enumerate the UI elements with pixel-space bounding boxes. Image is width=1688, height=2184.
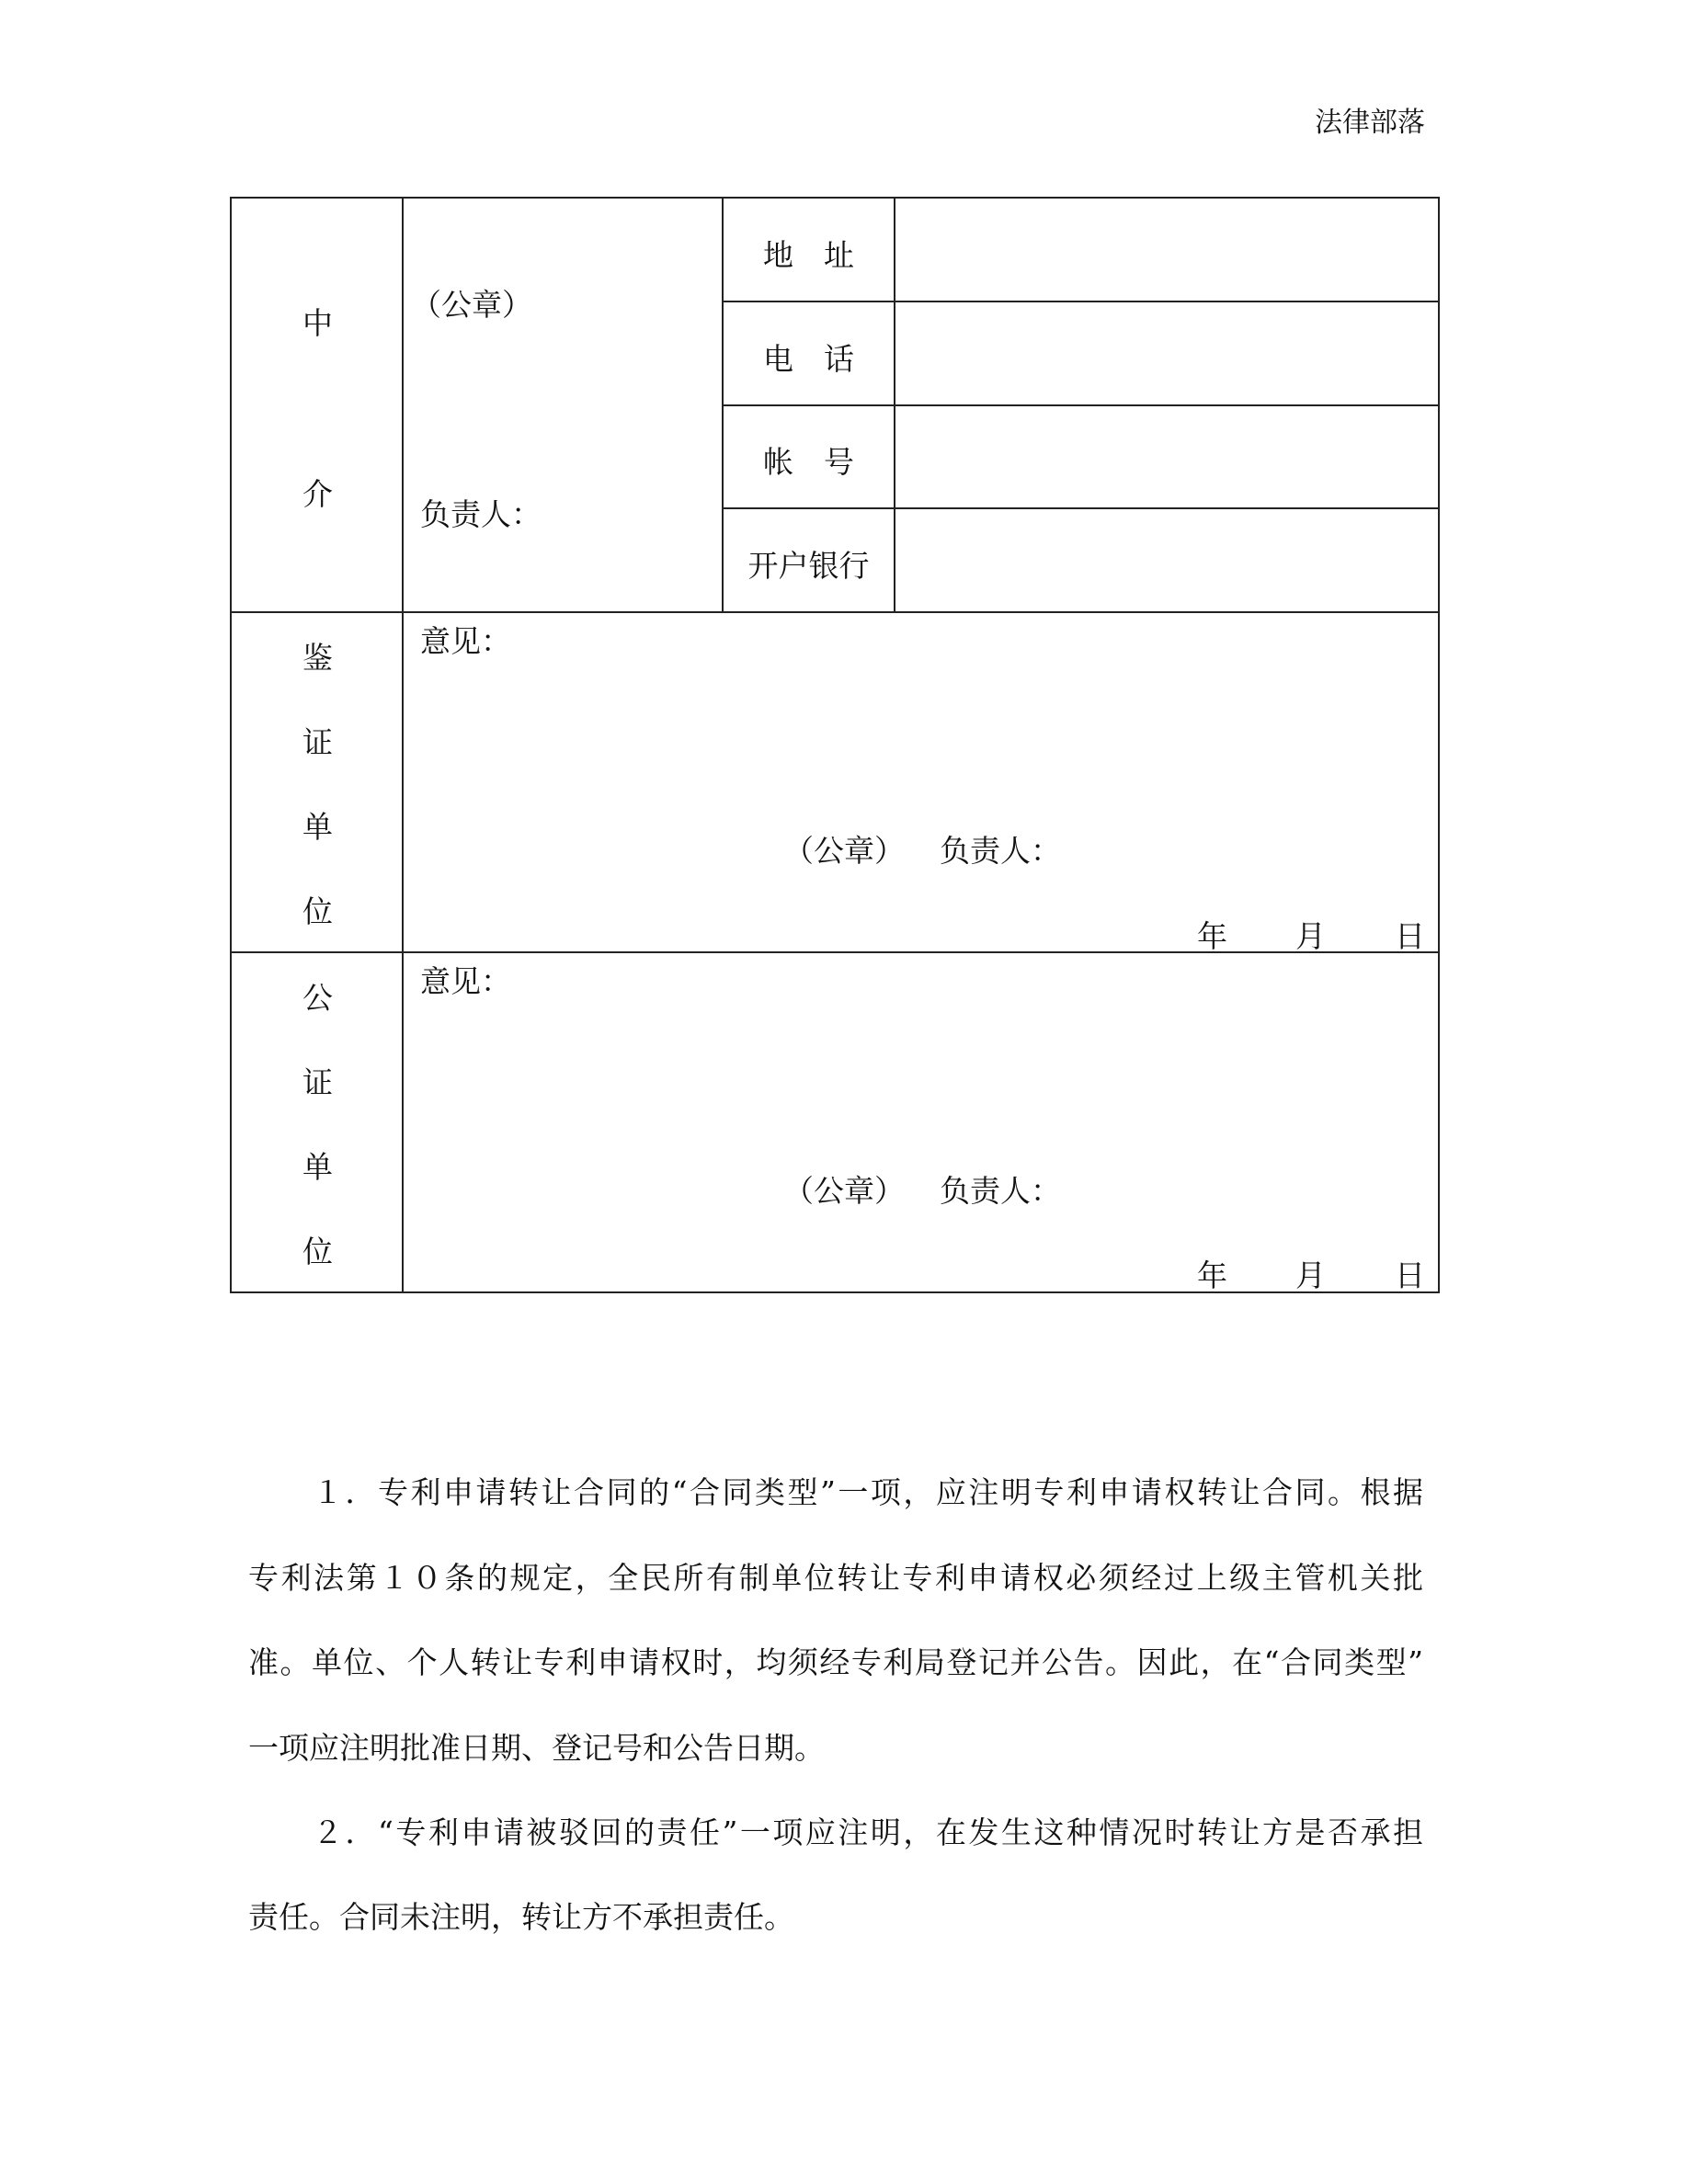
header-brand: 法律部落	[1315, 107, 1425, 139]
divider	[232, 951, 1438, 953]
bank-field[interactable]	[895, 509, 1440, 611]
notarization-month: 月	[1295, 1257, 1326, 1293]
verification-label-char: 鉴	[302, 640, 333, 676]
notarization-person-in-charge: 负责人：	[940, 1173, 1061, 1209]
verification-label-char: 单	[302, 809, 333, 845]
verification-seal: （公章）	[783, 833, 905, 869]
field-label-phone: 电 话	[763, 341, 854, 377]
verification-person-in-charge: 负责人：	[940, 833, 1061, 869]
verification-month: 月	[1295, 918, 1326, 954]
phone-field[interactable]	[895, 302, 1440, 404]
verification-label-char: 位	[302, 893, 333, 929]
notarization-year: 年	[1197, 1257, 1227, 1293]
note-line: 准。单位、个人转让专利申请权时，均须经专利局登记并公告。因此，在“合同类型”	[248, 1644, 1423, 1680]
intermediary-seal: （公章）	[411, 287, 532, 323]
field-label-account: 帐 号	[763, 444, 854, 480]
notarization-day: 日	[1395, 1257, 1425, 1293]
divider	[232, 611, 1438, 613]
verification-label-char: 证	[302, 724, 333, 760]
verification-year: 年	[1197, 918, 1227, 954]
intermediary-label-char: 介	[302, 476, 333, 512]
notarization-label-char: 公	[302, 980, 333, 1016]
field-label-bank: 开户银行	[747, 548, 870, 584]
intermediary-person-in-charge: 负责人：	[420, 496, 542, 532]
note-line: 责任。合同未注明，转让方不承担责任。	[248, 1899, 794, 1935]
verification-opinion: 意见：	[420, 623, 511, 659]
notarization-seal: （公章）	[783, 1173, 905, 1209]
note-line: 一项应注明批准日期、登记号和公告日期。	[248, 1730, 825, 1766]
note-line: 专利法第１０条的规定，全民所有制单位转让专利申请权必须经过上级主管机关批	[248, 1560, 1423, 1596]
notarization-opinion: 意见：	[420, 963, 511, 999]
form-table	[230, 197, 1440, 1293]
note-line: １．专利申请转让合同的“合同类型”一项，应注明专利申请权转让合同。根据	[313, 1474, 1423, 1510]
address-field[interactable]	[895, 199, 1440, 301]
notarization-label-char: 证	[302, 1064, 333, 1100]
notarization-label-char: 单	[302, 1149, 333, 1185]
account-field[interactable]	[895, 406, 1440, 507]
field-label-address: 地 址	[763, 237, 854, 273]
verification-day: 日	[1395, 918, 1425, 954]
intermediary-label-char: 中	[302, 305, 333, 341]
note-line: ２．“专利申请被驳回的责任”一项应注明，在发生这种情况时转让方是否承担	[313, 1814, 1423, 1850]
notarization-label-char: 位	[302, 1234, 333, 1269]
